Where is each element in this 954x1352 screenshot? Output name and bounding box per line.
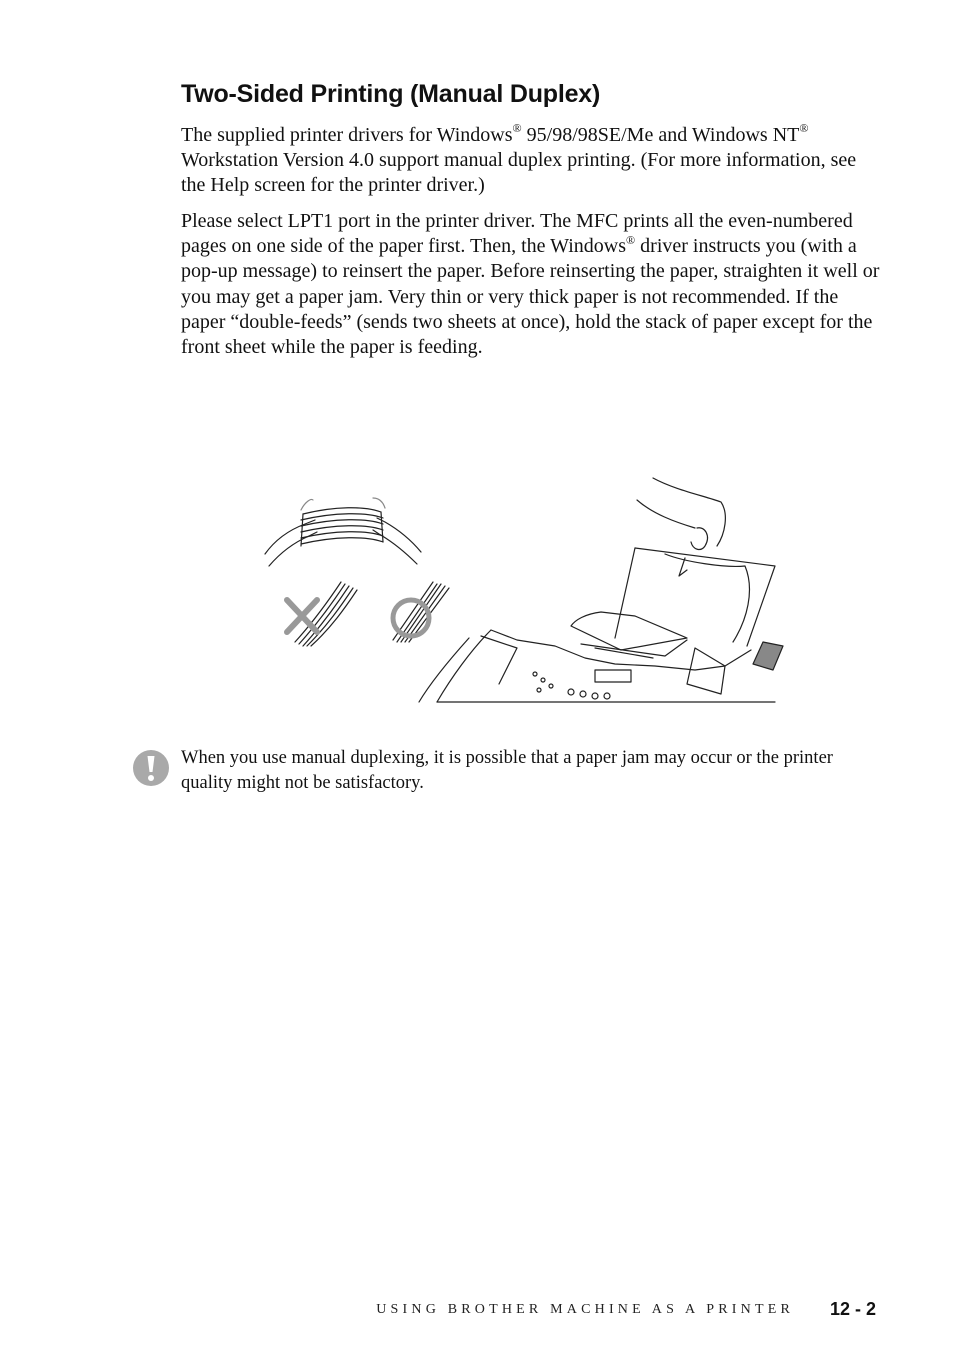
machine-with-paper [419, 478, 783, 702]
registered-mark: ® [512, 121, 522, 136]
page-number: 12 - 2 [829, 1299, 876, 1319]
footer-chapter-title: USING BROTHER MACHINE AS A PRINTER [376, 1302, 794, 1317]
intro-text-2: 95/98/98SE/Me and Windows NT [521, 124, 800, 146]
section-heading: Two-Sided Printing (Manual Duplex) [181, 80, 601, 108]
registered-mark: ® [799, 121, 809, 136]
hands-flexing-stack [265, 498, 421, 566]
instructions-text-2: driver instructs you (with a pop-up message) to reinsert the paper. Before reinserting the paper, straighten it well or you may get a paper jam. Very thin or very thick paper is not recommended. If the paper “double-feeds” (sends two sheets at once), hold the stack of paper except for the front sheet while the paper is feeding. [181, 235, 880, 359]
correct-straight-paper [393, 582, 449, 642]
paper-handling-illustration [255, 470, 790, 706]
intro-text-1: The supplied printer drivers for Windows [181, 124, 513, 146]
instructions-text-1: Please select LPT1 port in the printer driver. The MFC prints all the even-numbered pages on one side of the paper first. Then, the Windows [181, 210, 853, 258]
intro-text-3: Workstation Version 4.0 support manual duplex printing. (For more information, see the Help screen for the printer driver.) [181, 149, 857, 197]
incorrect-curled-paper [287, 582, 357, 646]
instructions-paragraph [181, 209, 881, 360]
exclamation-icon [132, 749, 170, 787]
note-text: When you use manual duplexing, it is possible that a paper jam may occur or the printer quality might not be satisfactory. [181, 748, 833, 793]
registered-mark: ® [626, 232, 636, 247]
intro-paragraph [181, 123, 881, 199]
